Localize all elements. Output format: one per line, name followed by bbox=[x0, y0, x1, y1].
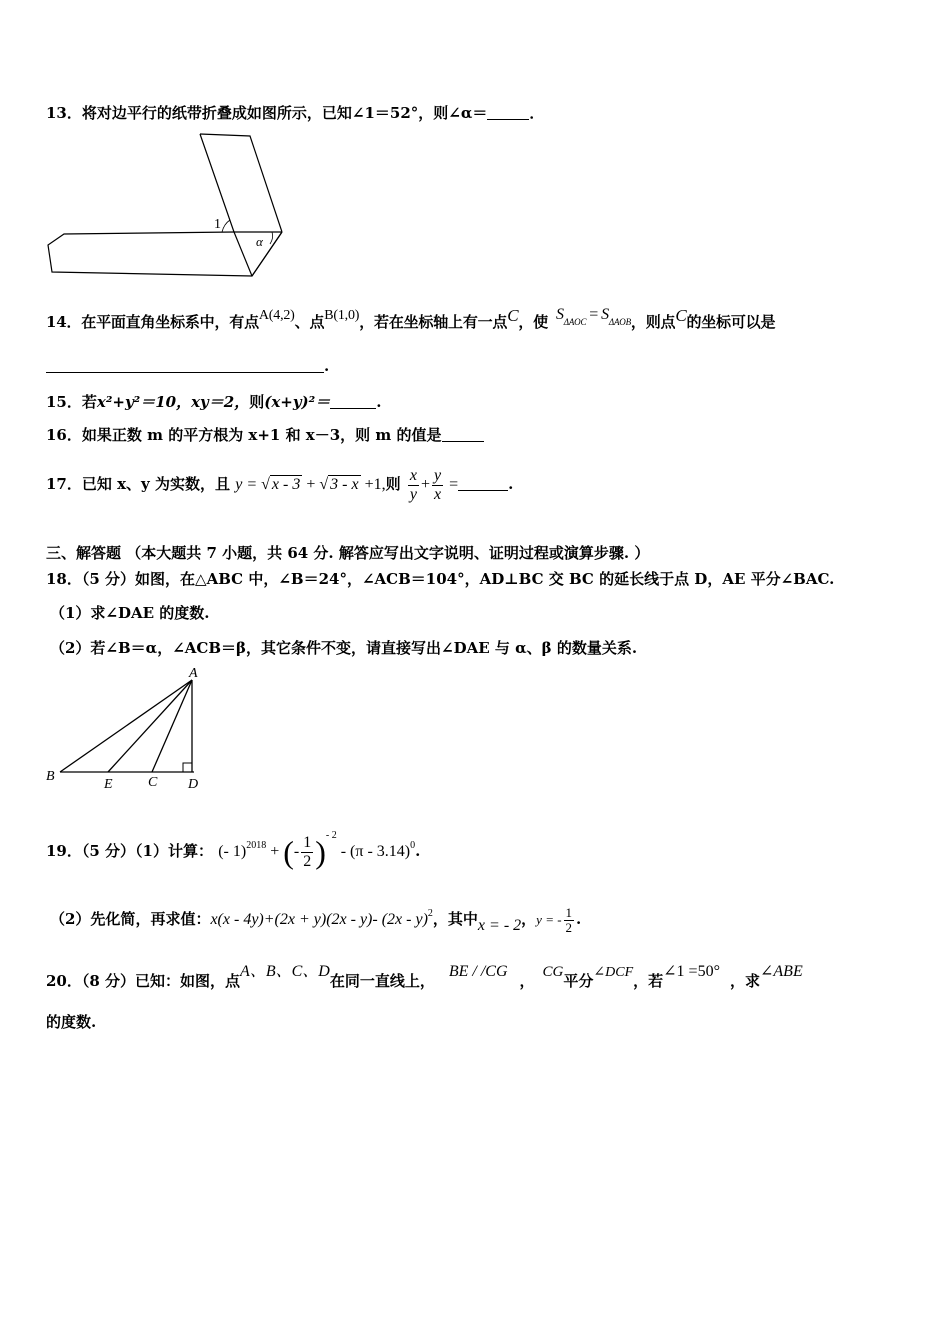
q19-plus: + bbox=[266, 843, 284, 860]
q19-frac-sign: - bbox=[293, 843, 300, 860]
label-A: A bbox=[189, 666, 198, 681]
strip-horizontal bbox=[48, 232, 282, 276]
q15-end: . bbox=[376, 393, 382, 411]
q17-frac1 bbox=[408, 467, 419, 504]
q18-figure bbox=[42, 666, 212, 796]
q14-prefix: 14．在平面直角坐标系中，有点 bbox=[46, 313, 259, 331]
q17-plus3: + bbox=[420, 476, 431, 493]
label-D: D bbox=[188, 777, 199, 792]
q14-area-right-sub: ΔAOB bbox=[608, 317, 631, 327]
q18-part2 bbox=[50, 638, 637, 658]
q17-sqrt2: 3 - x bbox=[330, 476, 359, 493]
q19-part2-mid: ，其中 bbox=[432, 910, 478, 928]
q20-prefix: 20．（8 分）已知：如图，点 bbox=[46, 972, 241, 990]
q15-expr1: x²+y²＝10，xy＝2， bbox=[96, 393, 250, 411]
q19-part2-expr: x(x - 4y)+(2x + y)(2x - y)- (2x - y) bbox=[210, 911, 428, 928]
q13-answer-blank[interactable] bbox=[487, 105, 529, 120]
q19-part2-prefix: （2）先化简，再求值： bbox=[50, 910, 211, 928]
q17-eq: = bbox=[445, 476, 459, 493]
q13-label-1: 1 bbox=[214, 217, 221, 232]
q14-answer-blank[interactable] bbox=[46, 358, 324, 373]
q14-suffix: 的坐标可以是 bbox=[686, 313, 776, 331]
section3-title bbox=[46, 543, 649, 563]
q17-frac2 bbox=[432, 467, 443, 504]
q17-frac2-den: x bbox=[434, 485, 442, 503]
q19-term3: (π - 3.14) bbox=[350, 843, 411, 860]
q14-mid1: 、点 bbox=[294, 313, 325, 331]
q19-end: . bbox=[415, 842, 421, 860]
q19-y-frac bbox=[564, 906, 575, 935]
section3-title-text: 三、解答题 （本大题共 7 小题，共 64 分. 解答应写出文字说明、证明过程或演算步骤. ） bbox=[46, 544, 650, 562]
q19-part2-exp: 2 bbox=[427, 908, 433, 919]
q13-figure bbox=[44, 132, 289, 282]
q20-mid2: 平分 bbox=[563, 972, 594, 990]
q17-then: 则 bbox=[385, 475, 401, 493]
q19-part2 bbox=[50, 898, 581, 942]
q18-part2-text: （2）若∠B＝α，∠ACB＝β，其它条件不变，请直接写出∠DAE 与 α、β 的数量关系. bbox=[50, 639, 638, 657]
q18-stem-text: 18．（5 分）如图，在△ABC 中，∠B＝24°，∠ACB＝104°，AD⊥BC 交 BC 的延长线于点 D，AE 平分∠BAC. bbox=[46, 570, 835, 588]
q15-prefix: 15．若 bbox=[46, 393, 97, 411]
q14-area-right: S bbox=[601, 306, 609, 323]
q19-y-num: 1 bbox=[565, 904, 573, 920]
q18-part1 bbox=[50, 603, 210, 623]
q17-frac1-den: y bbox=[409, 485, 417, 503]
q14-pointC2: C bbox=[675, 306, 687, 325]
q14-pointB: B(1,0) bbox=[324, 308, 360, 323]
q15-answer-blank[interactable] bbox=[330, 394, 376, 409]
q17-prefix: 17．已知 x、y 为实数，且 bbox=[46, 475, 230, 493]
q19-minus: - bbox=[336, 843, 351, 860]
q19-term1: (- 1) bbox=[218, 843, 247, 860]
q20-cg: CG bbox=[542, 964, 564, 980]
q16-answer-blank[interactable] bbox=[442, 427, 484, 442]
q14-mid3: ，使 bbox=[518, 313, 548, 331]
q17-plus2: +1, bbox=[360, 476, 386, 493]
q14-pointA: A(4,2) bbox=[258, 308, 295, 323]
q20-comma2: ，若 bbox=[633, 972, 664, 990]
q20-line2 bbox=[46, 1012, 96, 1032]
q19-y-den: 2 bbox=[565, 919, 573, 935]
right-angle-mark bbox=[183, 763, 192, 772]
label-B: B bbox=[46, 769, 55, 784]
q15-text bbox=[46, 392, 381, 412]
q17-expr-y: y = bbox=[235, 476, 262, 493]
q19-frac-exp: - 2 bbox=[325, 830, 337, 841]
q17-end: . bbox=[508, 475, 514, 493]
q13-label-alpha: α bbox=[256, 234, 263, 249]
q19-x-val: x = - 2 bbox=[477, 917, 522, 934]
q19-comma: ， bbox=[521, 910, 537, 928]
q19-frac bbox=[301, 834, 313, 871]
q20-angle1: ∠1 =50° bbox=[663, 963, 720, 980]
q17-sqrt1: x - 3 bbox=[271, 476, 301, 493]
label-E: E bbox=[104, 777, 113, 792]
q20-angle-dcf: ∠DCF bbox=[593, 965, 634, 980]
q15-expr2: (x+y)²＝ bbox=[264, 393, 331, 411]
q17-plus1: + bbox=[302, 476, 320, 493]
q14-text bbox=[46, 305, 775, 332]
q14-eq: = bbox=[589, 306, 599, 323]
q20-line2-text: 的度数. bbox=[46, 1013, 97, 1031]
q14-area-left-sub: ΔAOC bbox=[563, 317, 587, 327]
q17-text: 17．已知 x、y 为实数，且 y = √ x - 3 + √ 3 - x +1,则 $\frac{x}{y}$ + $\frac{y}{x}$ = . bbox=[46, 466, 514, 503]
q20-text bbox=[46, 958, 803, 995]
label-C: C bbox=[148, 775, 158, 790]
q14-end: . bbox=[324, 357, 330, 375]
q20-mid1: 在同一直线上， bbox=[329, 972, 435, 990]
q19-y-val: y = - bbox=[536, 912, 562, 927]
strip-slanted-right bbox=[200, 134, 282, 232]
q19-part1: 19．（5 分）（1）计算： (- 1)$^{2018}$ + (- $\frac{1}{2}$ )$^{- 2}$ - (π - 3.14)$^0$. bbox=[46, 830, 421, 870]
q20-comma1: ， bbox=[519, 972, 535, 990]
q18-part1-text: （1）求∠DAE 的度数. bbox=[50, 604, 210, 622]
q17-answer-blank[interactable] bbox=[458, 476, 508, 491]
q16-stem: 16．如果正数 m 的平方根为 x+1 和 x－3，则 m 的值是 bbox=[46, 426, 442, 444]
q16-text bbox=[46, 425, 484, 445]
q19-term3-exp: 0 bbox=[410, 840, 416, 851]
q19-frac-den: 2 bbox=[303, 852, 312, 870]
q13-end: ． bbox=[529, 104, 545, 122]
q14-mid2: ，若在坐标轴上有一点 bbox=[359, 313, 508, 331]
q19-frac-num: 1 bbox=[303, 833, 312, 851]
q14-area-left: S bbox=[555, 306, 564, 323]
q14-pointC: C bbox=[507, 306, 519, 325]
q18-stem bbox=[46, 569, 834, 589]
q15-mid: 则 bbox=[249, 393, 265, 411]
q14-mid4: ，则点 bbox=[630, 313, 676, 331]
q14-answer-line bbox=[46, 356, 329, 376]
q20-parallel: BE / /CG bbox=[448, 963, 508, 980]
q19-prefix: 19．（5 分）（1）计算： bbox=[46, 842, 213, 860]
q19-part2-end: . bbox=[576, 910, 582, 928]
q20-points: A、B、C、D bbox=[240, 963, 330, 980]
q13-text bbox=[46, 103, 544, 123]
q20-comma3: ，求 bbox=[729, 972, 760, 990]
q17-frac2-num: y bbox=[434, 466, 442, 484]
q20-angle-abe: ∠ABE bbox=[759, 963, 803, 980]
q13-stem: 13．将对边平行的纸带折叠成如图所示，已知∠1＝52°，则∠α＝ bbox=[46, 104, 488, 122]
seg-AE bbox=[108, 680, 192, 772]
strip-slanted bbox=[200, 134, 252, 276]
q19-term1-exp: 2018 bbox=[246, 840, 267, 851]
q17-frac1-num: x bbox=[409, 466, 417, 484]
